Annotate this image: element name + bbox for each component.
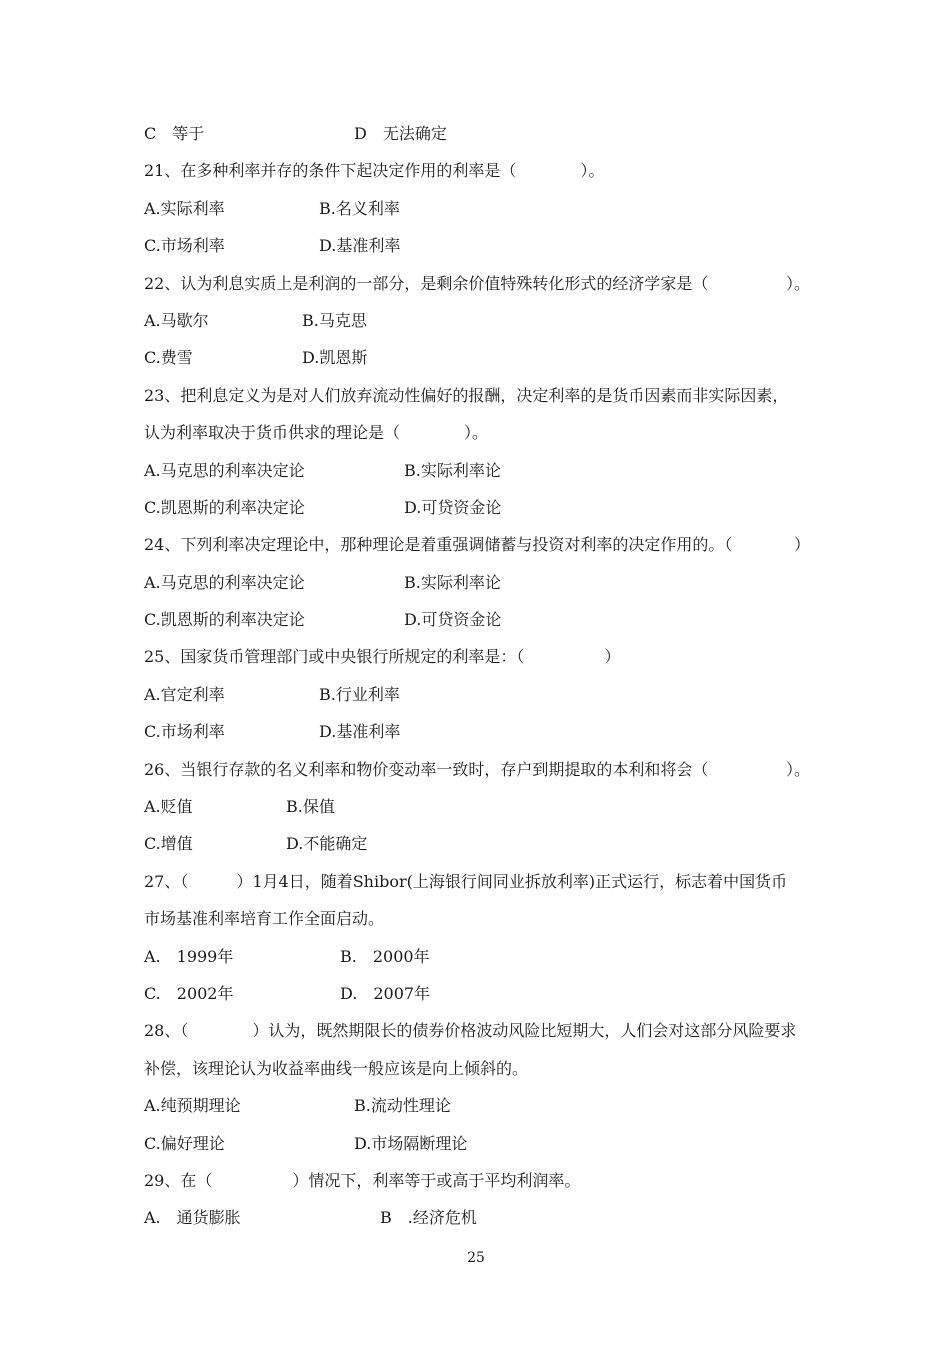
option-a: A.马克思的利率决定论 (144, 460, 305, 480)
option-b: D.市场隔断理论 (354, 1133, 468, 1153)
option-row (144, 945, 814, 982)
option-b: B.行业利率 (319, 684, 400, 704)
option-a: A.官定利率 (144, 684, 225, 704)
question-text: 25、国家货币管理部门或中央银行所规定的利率是：（ ） (144, 647, 621, 667)
option-row (144, 683, 814, 720)
option-b: D 无法确定 (354, 124, 447, 143)
question-line (144, 1169, 814, 1206)
option-b: B .经济危机 (380, 1208, 477, 1228)
option-row (144, 197, 814, 234)
question-text: 市场基准利率培育工作全面启动。 (144, 909, 385, 929)
option-a: A.马克思的利率决定论 (144, 572, 305, 592)
option-b: B.马克思 (302, 310, 367, 330)
option-a: A.实际利率 (144, 198, 225, 218)
option-row (144, 346, 814, 383)
option-a: C.费雪 (144, 348, 193, 368)
question-text: 28、（ ）认为，既然期限长的债券价格波动风险比短期大，人们会对这部分风险要求 (144, 1021, 797, 1041)
page-number: 25 (467, 1250, 485, 1266)
option-row (144, 496, 814, 533)
option-b: D.可贷资金论 (404, 610, 502, 630)
option-row (144, 795, 814, 832)
option-a: C.偏好理论 (144, 1133, 225, 1153)
option-b: B. 2000年 (340, 946, 430, 966)
option-a: A.贬值 (144, 797, 193, 817)
option-a: C.凯恩斯的利率决定论 (144, 497, 305, 517)
option-a: A.纯预期理论 (144, 1096, 241, 1116)
page-content (144, 122, 814, 1244)
question-text: 22、认为利息实质上是利润的一部分，是剩余价值特殊转化形式的经济学家是（ (144, 273, 709, 293)
question-line (144, 907, 814, 944)
question-text: 26、当银行存款的名义利率和物价变动率一致时，存户到期提取的本利和将会（ (144, 759, 709, 779)
question-text: 认为利率取决于货币供求的理论是（ ）。 (144, 423, 489, 443)
option-b: D.不能确定 (286, 834, 368, 854)
option-b: B.实际利率论 (404, 460, 501, 480)
option-row (144, 982, 814, 1019)
option-a: C 等于 (144, 124, 205, 143)
option-a: C.增值 (144, 834, 193, 854)
question-bracket-end: ）。 (785, 273, 810, 293)
option-row (144, 720, 814, 757)
option-a: A. 通货膨胀 (144, 1208, 241, 1228)
option-row (144, 234, 814, 271)
question-line (144, 159, 814, 196)
option-row (144, 1132, 814, 1169)
option-a: C.凯恩斯的利率决定论 (144, 610, 305, 630)
option-b: B.名义利率 (319, 198, 400, 218)
question-line (144, 1057, 814, 1094)
question-line (144, 384, 814, 421)
option-row (144, 309, 814, 346)
question-line (144, 870, 814, 907)
option-a: A.马歇尔 (144, 310, 209, 330)
question-line (144, 1019, 814, 1056)
option-b: B.实际利率论 (404, 572, 501, 592)
option-row (144, 1094, 814, 1131)
option-row (144, 832, 814, 869)
question-text: 21、在多种利率并存的条件下起决定作用的利率是（ ）。 (144, 161, 605, 181)
option-b: B.流动性理论 (354, 1096, 451, 1116)
option-row (144, 459, 814, 496)
option-b: D.基准利率 (319, 236, 401, 256)
option-b: D.可贷资金论 (404, 497, 502, 517)
question-text: 24、下列利率决定理论中，那种理论是着重强调储蓄与投资对利率的决定作用的。（ (144, 535, 733, 555)
option-b: B.保值 (286, 797, 335, 817)
question-bracket-end: ） (793, 535, 810, 555)
question-text: 23、把利息定义为是对人们放弃流动性偏好的报酬，决定利率的是货币因素而非实际因素， (144, 385, 789, 405)
question-line (144, 272, 814, 309)
option-row (144, 122, 814, 159)
option-a: C.市场利率 (144, 236, 225, 256)
question-line (144, 758, 814, 795)
option-b: D.基准利率 (319, 722, 401, 742)
question-bracket-end: ）。 (785, 759, 810, 779)
question-line (144, 645, 814, 682)
option-row (144, 608, 814, 645)
question-line (144, 533, 814, 570)
question-text: 29、在（ ）情况下，利率等于或高于平均利润率。 (144, 1170, 581, 1190)
question-line (144, 421, 814, 458)
option-a: A. 1999年 (144, 946, 234, 966)
option-a: C. 2002年 (144, 983, 234, 1003)
option-row (144, 571, 814, 608)
option-b: D.凯恩斯 (302, 348, 368, 368)
question-text: 27、（ ）1月4日，随着Shibor(上海银行间同业拆放利率)正式运行，标志着中国货币 (144, 871, 788, 891)
option-row (144, 1206, 814, 1243)
option-b: D. 2007年 (340, 983, 431, 1003)
option-a: C.市场利率 (144, 722, 225, 742)
question-text: 补偿，该理论认为收益率曲线一般应该是向上倾斜的。 (144, 1058, 529, 1078)
